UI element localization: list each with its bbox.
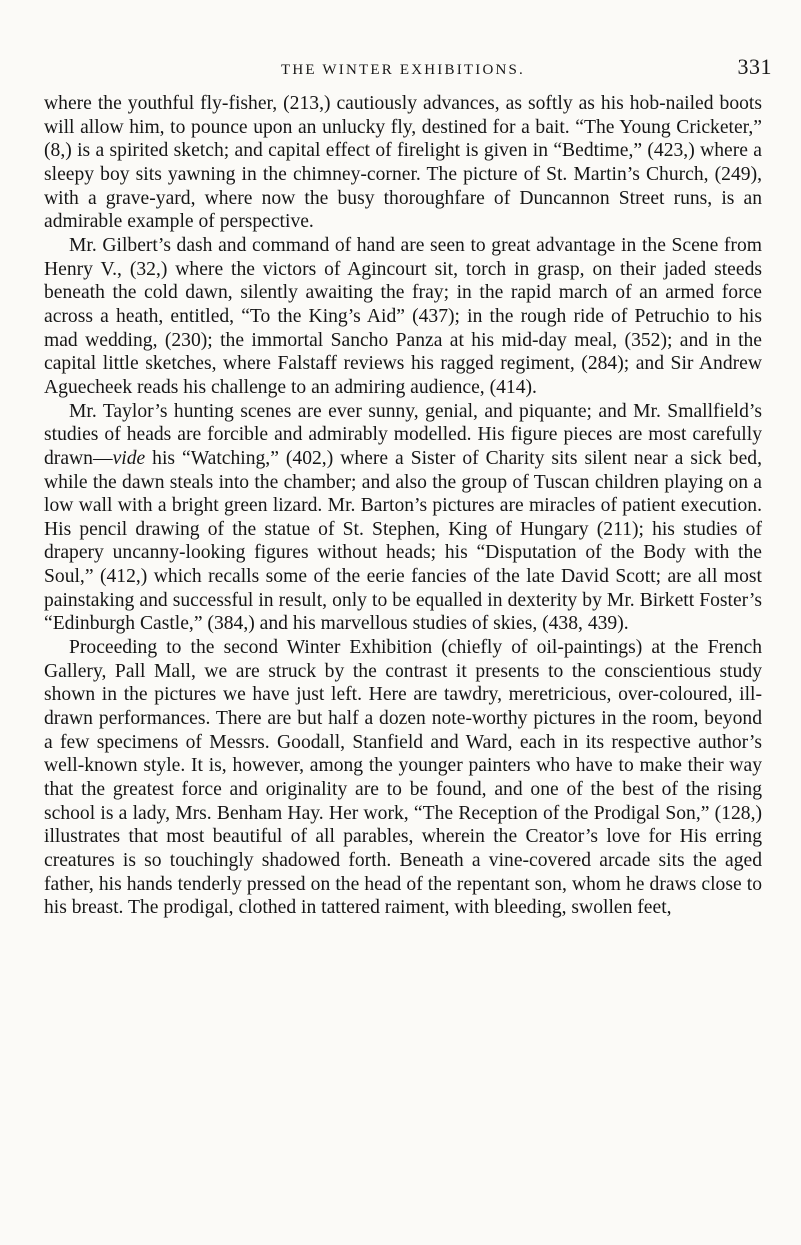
- book-page: [44, 52, 772, 920]
- body-text: [44, 92, 762, 920]
- paragraph-text: where the youthful fly-fisher, (213,) cautiously advances, as softly as his hob-nailed boots will allow him, to pounce upon an unlucky fly, destined for a bait. “The Young Cricketer,” (8,) is a spirited sketch; and capital effect of firelight is given in “Bedtime,” (423,) where a sleepy boy sits yawning in the chimney-corner. The picture of St. Martin’s Church, (249), with a grave-yard, where now the busy thoroughfare of Duncannon Street runs, is an admirable example of perspective.: [44, 93, 762, 233]
- paragraph-text: Mr. Taylor’s hunting scenes are ever sunny, genial, and piquante; and Mr. Smallfield’s studies of heads are forcible and admirably modelled. His figure pieces are most carefully drawn—: [44, 400, 762, 469]
- running-title: THE WINTER EXHIBITIONS.: [280, 62, 526, 78]
- paragraph-french-gallery: [44, 636, 762, 920]
- running-head: [44, 52, 772, 86]
- paragraph-text: Mr. Gilbert’s dash and command of hand are seen to great advantage in the Scene from Henry V., (32,) where the victors of Agincourt sit, torch in grasp, on their jaded steeds beneath the cold dawn, silently awaiting the fray; in the rapid march of an armed force across a heath, entitled, “To the King’s Aid” (437); in the rough ride of Petruchio to his mad wedding, (230); the immortal Sancho Panza at his mid-day meal, (352); and in the capital little sketches, where Falstaff reviews his ragged regiment, (284); and Sir Andrew Aguecheek reads his challenge to an admiring audience, (414).: [44, 234, 762, 398]
- italic-vide: vide: [112, 447, 146, 469]
- paragraph-taylor-smallfield: [44, 400, 762, 637]
- paragraph-continued: [44, 92, 762, 234]
- paragraph-text: his “Watching,” (402,) where a Sister of Charity sits silent near a sick bed, while the dawn steals into the chamber; and also the group of Tuscan children playing on a low wall with a bright green lizard. Mr. Barton’s pictures are miracles of patient execution. His pencil drawing of the statue of St. Stephen, King of Hungary (211); his studies of drapery uncanny-looking figures without heads; his “Disputation of the Body with the Soul,” (412,) which recalls some of the eerie fancies of the late David Scott; are all most painstaking and successful in result, only to be equalled in dexterity by Mr. Birkett Foster’s “Edinburgh Castle,” (384,) and his marvellous studies of skies, (438, 439).: [44, 447, 762, 635]
- paragraph-text: Proceeding to the second Winter Exhibition (chiefly of oil-paintings) at the French Gallery, Pall Mall, we are struck by the contrast it presents to the conscientious study shown in the pictures we have just left. Here are tawdry, meretricious, over-coloured, ill-drawn performances. There are but half a dozen note-worthy pictures in the room, beyond a few specimens of Messrs. Goodall, Stanfield and Ward, each in its respective author’s well-known style. It is, however, among the younger painters who have to make their way that the greatest force and originality are to be found, and one of the best of the rising school is a lady, Mrs. Benham Hay. Her work, “The Reception of the Prodigal Son,” (128,) illustrates that most beautiful of all parables, wherein the Creator’s love for His erring creatures is so touchingly shadowed forth. Beneath a vine-covered arcade sits the aged father, his hands tenderly pressed on the head of the repentant son, whom he draws close to his breast. The prodigal, clothed in tattered raiment, with bleeding, swollen feet,: [44, 637, 762, 919]
- paragraph-gilbert: [44, 234, 762, 400]
- page-number: 331: [737, 54, 772, 79]
